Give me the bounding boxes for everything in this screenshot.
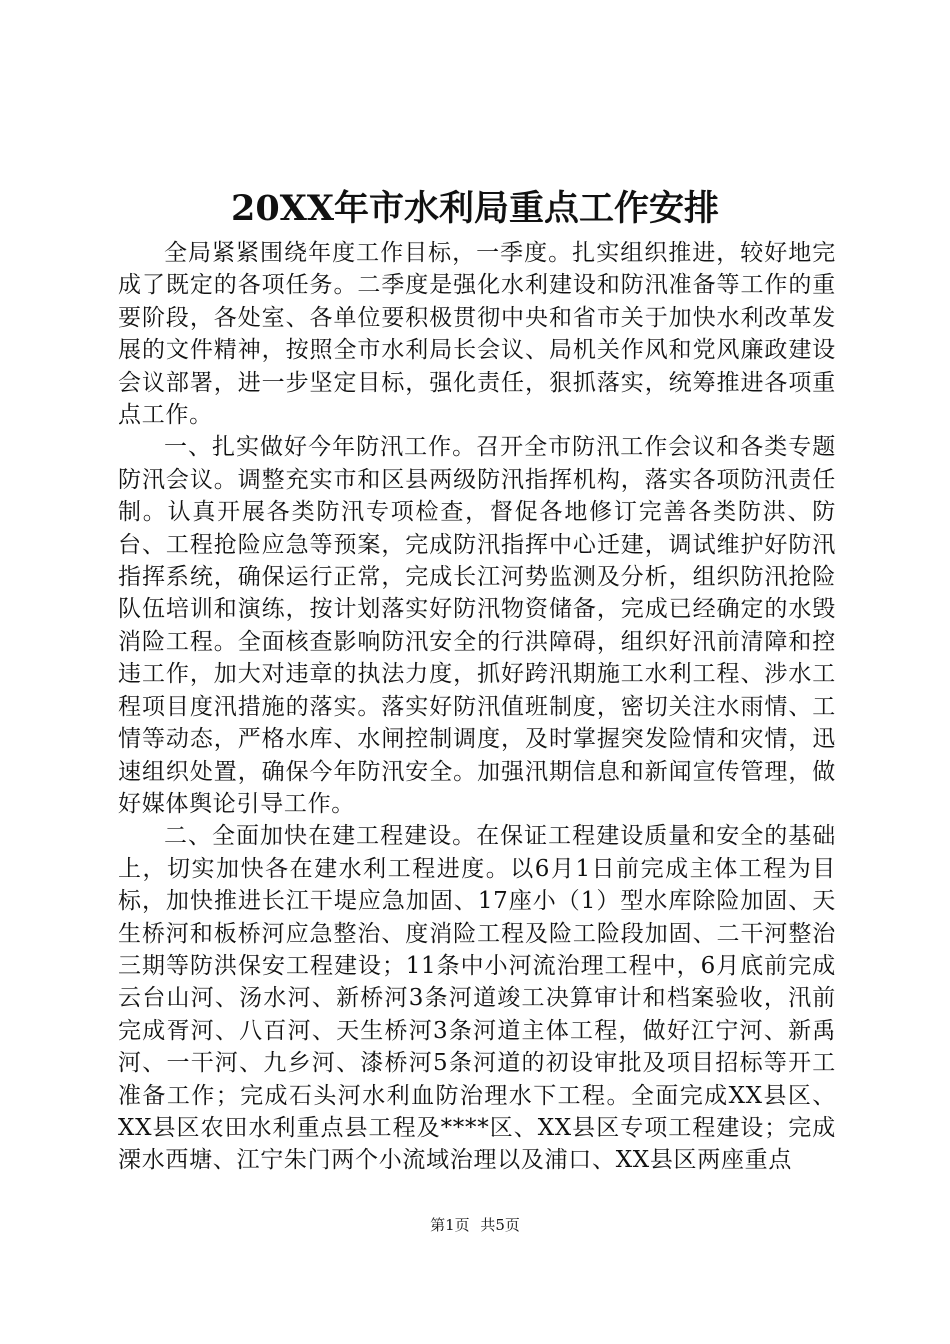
paragraph-flood-control: 一、扎实做好今年防汛工作。召开全市防汛工作会议和各类专题防汛会议。调整充实市和区县两级防汛指挥机构，落实各项防汛责任制。认真开展各类防汛专项检查，督促各地修订完善各类防洪、防台、工程抢险应急等预案，完成防汛指挥中心迁建，调试维护好防汛指挥系统，确保运行正常，完成长江河势监测及分析，组织防汛抢险队伍培训和演练，按计划落实好防汛物资储备，完成已经确定的水毁消险工程。全面核查影响防汛安全的行洪障碍，组织好汛前清障和控违工作，加大对违章的执法力度，抓好跨汛期施工水利工程、涉水工程项目度汛措施的落实。落实好防汛值班制度，密切关注水雨情、工情等动态，严格水库、水闸控制调度，及时掌握突发险情和灾情，迅速组织处置，确保今年防汛安全。加强汛期信息和新闻宣传管理，做好媒体舆论引导工作。 [118, 434, 836, 817]
document-title: 20XX年市水利局重点工作安排 [230, 188, 720, 229]
document-body [118, 237, 836, 1177]
page-total: 共5页 [480, 1216, 520, 1234]
page-number: 第1页 [430, 1216, 470, 1234]
paragraph-construction: 二、全面加快在建工程建设。在保证工程建设质量和安全的基础上，切实加快各在建水利工程进度。以6月1日前完成主体工程为目标，加快推进长江干堤应急加固、17座小（1）型水库除险加固、天生桥河和板桥河应急整治、度消险工程及险工险段加固、二干河整治三期等防洪保安工程建设；11条中小河流治理工程中，6月底前完成云台山河、汤水河、新桥河3条河道竣工决算审计和档案验收，汛前完成胥河、八百河、天生桥河3条河道主体工程，做好江宁河、新禹河、一干河、九乡河、漆桥河5条河道的初设审批及项目招标等开工准备工作；完成石头河水利血防治理水下工程。全面完成XX县区、XX县区农田水利重点县工程及****区、XX县区专项工程建设；完成溧水西塘、江宁朱门两个小流域治理以及浦口、XX县区两座重点 [118, 823, 836, 1174]
paragraph-intro: 全局紧紧围绕年度工作目标，一季度。扎实组织推进，较好地完成了既定的各项任务。二季度是强化水利建设和防汛准备等工作的重要阶段，各处室、各单位要积极贯彻中央和省市关于加快水利改革发展的文件精神，按照全市水利局长会议、局机关作风和党风廉政建设会议部署，进一步坚定目标，强化责任，狠抓落实，统筹推进各项重点工作。 [118, 240, 836, 429]
page-footer [0, 1215, 950, 1235]
